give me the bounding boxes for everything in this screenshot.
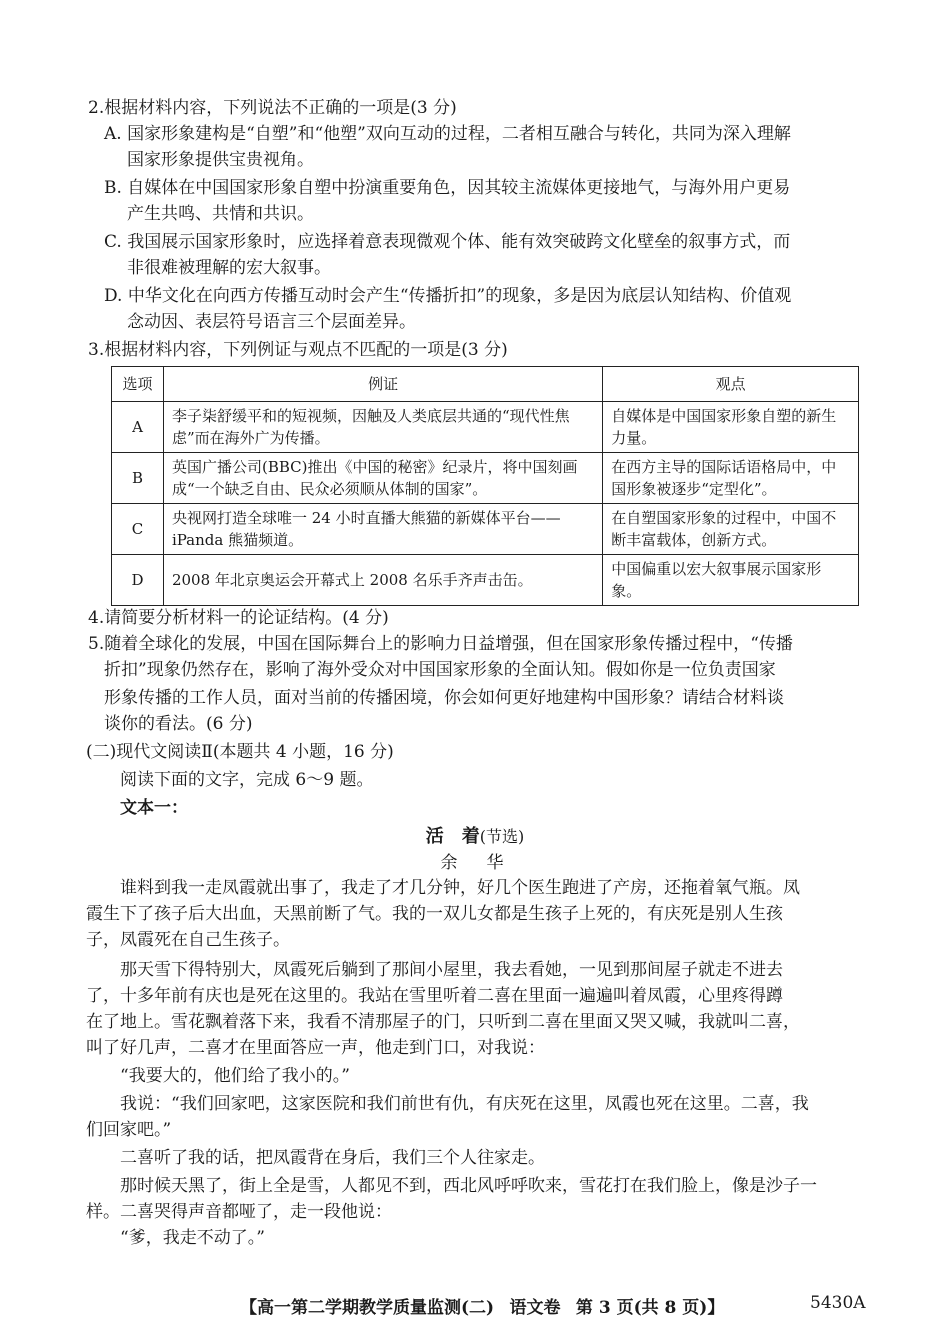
row-example: 李子柒舒缓平和的短视频，因触及人类底层共通的“现代性焦虑”而在海外广为传播。 [163,402,602,453]
row-option: B [112,453,164,504]
row-option: A [112,402,164,453]
passage-title-note: (节选) [479,827,525,846]
passage-title-main: 活 着 [425,826,480,847]
passage-author: 余 华 [440,853,510,873]
passage-line: 们回家吧。” [86,1120,172,1140]
q5-line-3: 形象传播的工作人员，面对当前的传播困境，你会如何更好地建构中国形象？请结合材料谈 [104,688,784,708]
q5-line-1: 5.随着全球化的发展，中国在国际舞台上的影响力日益增强，但在国家形象传播过程中，“传播 [88,634,793,654]
passage-line: 子，凤霞死在自己生孩子。 [86,930,290,950]
footer-exam-title: 【高一第二学期教学质量监测(二) [240,1298,495,1318]
row-viewpoint: 中国偏重以宏大叙事展示国家形象。 [603,555,859,606]
q2-stem: 2.根据材料内容，下列说法不正确的一项是(3 分) [88,98,457,118]
passage-line: “爹，我走不动了。” [120,1228,265,1248]
section-heading: (二)现代文阅读Ⅱ(本题共 4 小题，16 分) [86,742,394,762]
q3-table [111,366,859,606]
q5-line-4: 谈你的看法。(6 分) [104,714,253,734]
passage-line: 霞生下了孩子后大出血，天黑前断了气。我的一双儿女都是生孩子上死的，有庆死是别人生孩 [86,904,783,924]
table-row [112,453,859,504]
passage-line: 二喜听了我的话，把凤霞背在身后，我们三个人往家走。 [120,1148,545,1168]
row-example: 英国广播公司(BBC)推出《中国的秘密》纪录片，将中国刻画成“一个缺乏自由、民众必须顺从体制的国家”。 [163,453,602,504]
row-example: 2008 年北京奥运会开幕式上 2008 名乐手齐声击缶。 [163,555,602,606]
passage-title [0,822,950,848]
passage-line: 谁料到我一走凤霞就出事了，我走了才几分钟，好几个医生跑进了产房，还拖着氧气瓶。凤 [120,878,800,898]
q2-option-c: C. 我国展示国家形象时，应选择着意表现微观个体、能有效突破跨文化壁垒的叙事方式，而 [104,232,791,252]
passage-line: 叫了好几声，二喜才在里面答应一声，他走到门口，对我说： [86,1038,545,1058]
row-viewpoint: 自媒体是中国国家形象自塑的新生力量。 [603,402,859,453]
footer-subject: 语文卷 [509,1298,561,1318]
q2-option-b-cont: 产生共鸣、共情和共识。 [127,204,314,224]
row-option: C [112,504,164,555]
q2-option-a-cont: 国家形象提供宝贵视角。 [127,150,314,170]
passage-line: 了，十多年前有庆也是死在这里的。我站在雪里听着二喜在里面一遍遍叫着凤霞，心里疼得蹲 [86,986,783,1006]
passage-line: 那天雪下得特别大，凤霞死后躺到了那间小屋里，我去看她，一见到那间屋子就走不进去 [120,960,783,980]
footer-code: 5430A [810,1293,866,1313]
section-instruction: 阅读下面的文字，完成 6～9 题。 [120,770,374,790]
q2-option-a: A. 国家形象建构是“自塑”和“他塑”双向互动的过程，二者相互融合与转化，共同为深入理解 [104,124,791,144]
q2-option-b: B. 自媒体在中国国家形象自塑中扮演重要角色，因其较主流媒体更接地气，与海外用户更易 [104,178,791,198]
header-viewpoint: 观点 [603,367,859,402]
page-footer [240,1293,724,1318]
table-row [112,555,859,606]
q2-option-d: D. 中华文化在向西方传播互动时会产生“传播折扣”的现象，多是因为底层认知结构、价值观 [104,286,792,306]
header-option: 选项 [112,367,164,402]
q5-line-2: 折扣”现象仍然存在，影响了海外受众对中国国家形象的全面认知。假如你是一位负责国家 [104,660,776,680]
header-example: 例证 [163,367,602,402]
text-label: 文本一： [120,798,188,818]
q2-option-c-cont: 非很难被理解的宏大叙事。 [127,258,331,278]
q2-option-d-cont: 念动因、表层符号语言三个层面差异。 [127,312,416,332]
table-row [112,504,859,555]
q4-stem: 4.请简要分析材料一的论证结构。(4 分) [88,608,389,628]
row-example: 央视网打造全球唯一 24 小时直播大熊猫的新媒体平台——iPanda 熊猫频道。 [163,504,602,555]
passage-line: 那时候天黑了，街上全是雪，人都见不到，西北风呼呼吹来，雪花打在我们脸上，像是沙子一 [120,1176,817,1196]
row-viewpoint: 在西方主导的国际话语格局中，中国形象被逐步“定型化”。 [603,453,859,504]
footer-page-number: 第 3 页(共 8 页)】 [575,1298,725,1318]
passage-line: 在了地上。雪花飘着落下来，我看不清那屋子的门，只听到二喜在里面又哭又喊，我就叫二喜， [86,1012,800,1032]
q3-stem: 3.根据材料内容，下列例证与观点不匹配的一项是(3 分) [88,340,508,360]
passage-line: 我说：“我们回家吧，这家医院和我们前世有仇，有庆死在这里，凤霞也死在这里。二喜，我 [120,1094,809,1114]
table-header-row [112,367,859,402]
passage-line: 样。二喜哭得声音都哑了，走一段他说： [86,1202,392,1222]
row-viewpoint: 在自塑国家形象的过程中，中国不断丰富载体，创新方式。 [603,504,859,555]
passage-line: “我要大的，他们给了我小的。” [120,1066,350,1086]
row-option: D [112,555,164,606]
table-row [112,402,859,453]
